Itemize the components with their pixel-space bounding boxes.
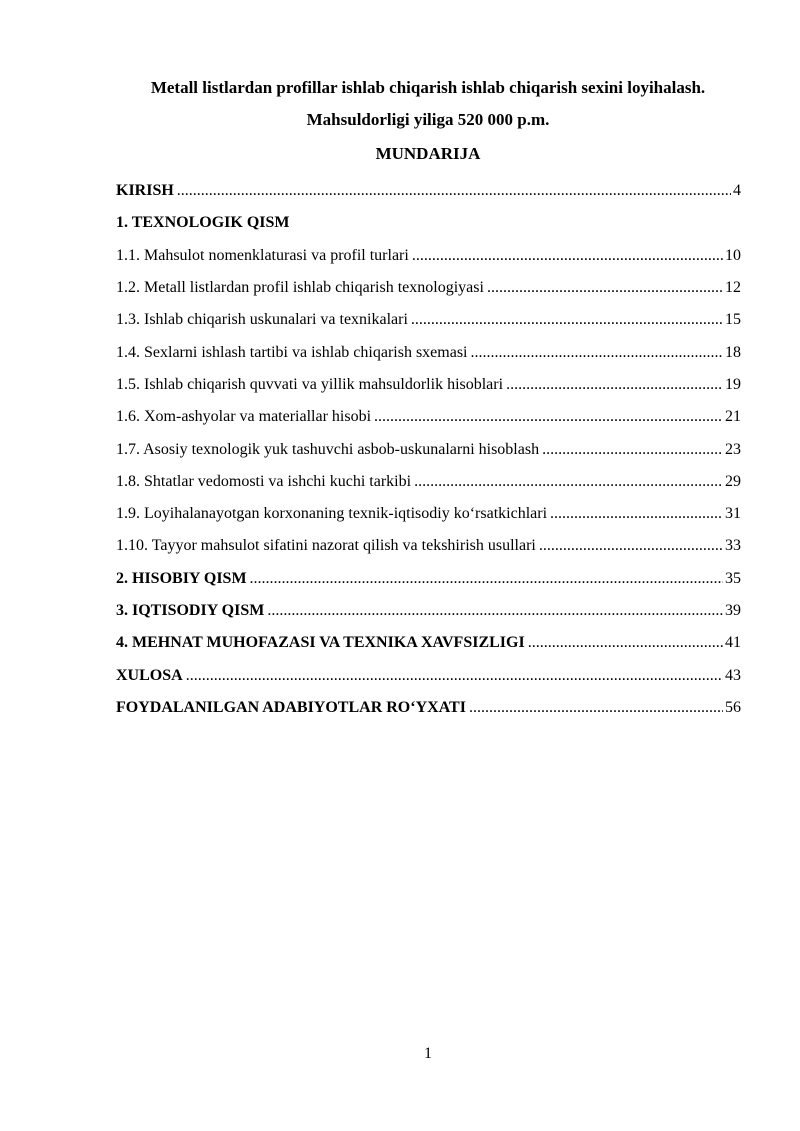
toc-entry-label: 1.4. Sexlarni ishlash tartibi va ishlab chiqarish sxemasi — [116, 343, 468, 361]
toc-entry-label: 1.10. Tayyor mahsulot sifatini nazorat qilish va tekshirish usullari — [116, 537, 536, 555]
toc-leader-dots — [471, 343, 724, 363]
toc-entry-page: 15 — [725, 311, 741, 329]
toc-leader-dots — [414, 472, 723, 492]
toc-entry-label: 3. IQTISODIY QISM — [116, 602, 265, 619]
toc-entry-xulosa[interactable] — [116, 659, 741, 691]
toc-entry-page: 19 — [725, 375, 741, 393]
toc-entry-1-8[interactable] — [116, 466, 741, 498]
toc-entry-1-4[interactable] — [116, 336, 741, 368]
document-title-line-2: Mahsuldorligi yiliga 520 000 p.m. — [306, 110, 550, 129]
toc-leader-dots — [267, 601, 723, 621]
toc-entry-page: 4 — [733, 182, 741, 200]
toc-entry-label: 1.6. Xom-ashyolar va materiallar hisobi — [116, 408, 372, 426]
toc-entry-page: 12 — [725, 279, 741, 297]
toc-entry-page: 43 — [725, 666, 741, 684]
toc-entry-1-5[interactable] — [116, 369, 741, 401]
toc-leader-dots — [411, 310, 723, 330]
toc-entry-label: 1.7. Asosiy texnologik yuk tashuvchi asbob-uskunalarni hisoblash — [116, 440, 540, 458]
toc-entry-page: 39 — [725, 602, 741, 619]
toc-entry-kirish[interactable] — [116, 175, 741, 207]
toc-leader-dots — [177, 181, 731, 201]
toc-entry-page: 56 — [725, 698, 741, 716]
toc-leader-dots — [539, 536, 723, 556]
toc-entry-1-1[interactable] — [116, 240, 741, 272]
document-title-line-1: Metall listlardan profillar ishlab chiqarish ishlab chiqarish sexini loyihalash. — [150, 78, 706, 97]
toc-entry-page: 23 — [725, 440, 741, 458]
toc-entry-label: XULOSA — [116, 666, 183, 684]
toc-entry-1-7[interactable] — [116, 433, 741, 465]
toc-leader-dots — [506, 375, 723, 395]
toc-entry-label: KIRISH — [116, 182, 174, 200]
toc-entry-page: 35 — [725, 569, 741, 587]
toc-leader-dots — [487, 278, 723, 298]
toc-entry-texnologik-qism[interactable] — [116, 207, 741, 239]
toc-leader-dots — [469, 698, 723, 718]
toc-entry-hisobiy-qism[interactable] — [116, 563, 741, 595]
table-of-contents — [116, 175, 741, 724]
toc-entry-label: 1.9. Loyihalanayotgan korxonaning texnik-iqtisodiy ko‘rsatkichlari — [116, 505, 548, 523]
toc-entry-adabiyotlar[interactable] — [116, 692, 741, 724]
toc-entry-label: 1.1. Mahsulot nomenklaturasi va profil turlari — [116, 246, 409, 264]
toc-entry-label: 1.2. Metall listlardan profil ishlab chiqarish texnologiyasi — [116, 279, 484, 297]
toc-leader-dots — [250, 569, 723, 589]
page-number: 1 — [424, 1045, 432, 1062]
toc-entry-page: 29 — [725, 472, 741, 490]
toc-entry-label: FOYDALANILGAN ADABIYOTLAR RO‘YXATI — [116, 698, 466, 716]
toc-entry-label: 1.8. Shtatlar vedomosti va ishchi kuchi tarkibi — [116, 472, 412, 490]
toc-entry-1-10[interactable] — [116, 530, 741, 562]
toc-entry-mehnat-muhofazasi[interactable] — [116, 627, 741, 659]
toc-entry-label: 2. HISOBIY QISM — [116, 569, 247, 587]
toc-leader-dots — [412, 246, 723, 266]
toc-entry-label: 1.5. Ishlab chiqarish quvvati va yillik mahsuldorlik hisoblari — [116, 375, 504, 393]
toc-entry-page: 41 — [725, 634, 741, 652]
toc-leader-dots — [528, 633, 723, 653]
toc-heading: MUNDARIJA — [375, 144, 481, 163]
toc-entry-page: 10 — [725, 246, 741, 264]
toc-entry-iqtisodiy-qism[interactable] — [116, 595, 741, 627]
toc-leader-dots — [186, 666, 723, 686]
toc-leader-dots — [374, 407, 723, 427]
toc-entry-label: 1.3. Ishlab chiqarish uskunalari va texnikalari — [116, 311, 408, 329]
toc-entry-page: 21 — [725, 408, 741, 426]
toc-entry-label: 1. TEXNOLOGIK QISM — [116, 214, 290, 232]
toc-leader-dots — [550, 504, 723, 524]
toc-entry-label: 4. MEHNAT MUHOFAZASI VA TEXNIKA XAVFSIZLIGI — [116, 634, 525, 652]
toc-entry-page: 33 — [725, 537, 741, 555]
toc-entry-1-6[interactable] — [116, 401, 741, 433]
toc-entry-1-3[interactable] — [116, 304, 741, 336]
toc-entry-1-2[interactable] — [116, 272, 741, 304]
toc-leader-dots — [542, 440, 723, 460]
toc-entry-page: 31 — [725, 505, 741, 523]
toc-entry-page: 18 — [725, 343, 741, 361]
toc-entry-1-9[interactable] — [116, 498, 741, 530]
